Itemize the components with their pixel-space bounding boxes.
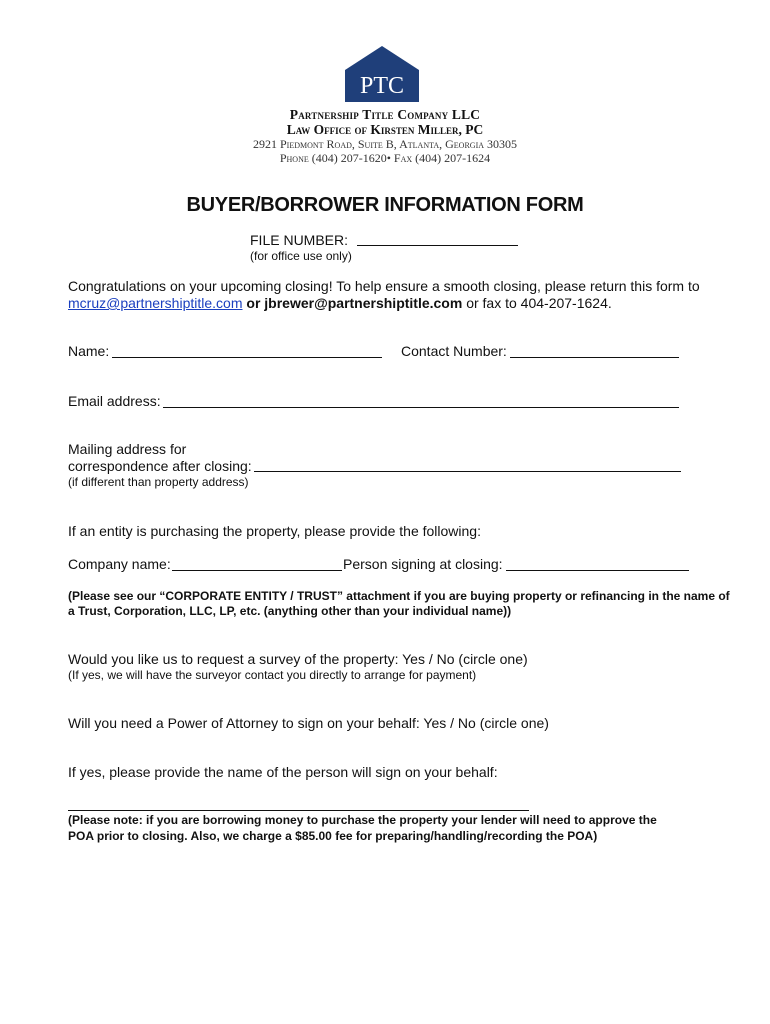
poa-name-field[interactable]	[68, 810, 529, 811]
poa-note: (Please note: if you are borrowing money to purchase the property your lender will need to approve the	[68, 813, 657, 827]
company-phone-fax: Phone (404) 207-1620• Fax (404) 207-1624	[279, 151, 491, 165]
file-number-note: (for office use only)	[250, 249, 352, 263]
file-number-label: FILE NUMBER:	[250, 232, 349, 248]
entity-note-line2: a Trust, Corporation, LLC, LP, etc. (anything other than your individual name))	[68, 604, 512, 618]
contact-number-field[interactable]	[510, 357, 679, 358]
email-address-field[interactable]	[163, 407, 679, 408]
poa-note-line2: POA prior to closing. Also, we charge a $85.00 fee for preparing/handling/recording the POA)	[68, 829, 598, 843]
poa-name-prompt: If yes, please provide the name of the person will sign on your behalf:	[68, 764, 498, 780]
house-logo-icon	[345, 46, 419, 102]
intro-text-line2: mcruz@partnershiptitle.com or jbrewer@partnershiptitle.com or fax to 404-207-1624.	[68, 295, 612, 311]
entity-prompt: If an entity is purchasing the property, please provide the following:	[68, 523, 481, 539]
name-field[interactable]	[112, 357, 382, 358]
entity-note: (Please see our “CORPORATE ENTITY / TRUST” attachment if you are buying property or refinancing in the name of	[68, 589, 730, 603]
email-address-label: Email address:	[68, 393, 161, 409]
file-number-field[interactable]	[357, 245, 518, 246]
mailing-address-field[interactable]	[254, 471, 681, 472]
mailing-address-note: (if different than property address)	[68, 475, 249, 489]
signer-field[interactable]	[506, 570, 689, 571]
form-title: BUYER/BORROWER INFORMATION FORM	[186, 194, 584, 216]
company-name-label: Company name:	[68, 556, 171, 572]
survey-question: Would you like us to request a survey of the property: Yes / No (circle one)	[68, 651, 528, 667]
intro-text: Congratulations on your upcoming closing! To help ensure a smooth closing, please return this form to	[68, 278, 700, 294]
email-link-mcruz[interactable]: mcruz@partnershiptitle.com	[68, 295, 243, 311]
logo-text: PTC	[359, 73, 405, 99]
signer-label: Person signing at closing:	[343, 556, 503, 572]
company-address: 2921 Piedmont Road, Suite B, Atlanta, Georgia 30305	[252, 137, 518, 151]
name-label: Name:	[68, 343, 110, 359]
law-office-name: Law Office of Kirsten Miller, PC	[286, 122, 484, 137]
company-name-field[interactable]	[172, 570, 342, 571]
mailing-address-label-line2: correspondence after closing:	[68, 458, 252, 474]
mailing-address-label: Mailing address for	[68, 441, 187, 457]
poa-question: Will you need a Power of Attorney to sign on your behalf: Yes / No (circle one)	[68, 715, 549, 731]
company-name: Partnership Title Company LLC	[289, 107, 481, 122]
survey-note: (If yes, we will have the surveyor contact you directly to arrange for payment)	[68, 668, 477, 682]
contact-number-label: Contact Number:	[401, 343, 507, 359]
email-jbrewer: jbrewer@partnershiptitle.com	[264, 295, 463, 311]
